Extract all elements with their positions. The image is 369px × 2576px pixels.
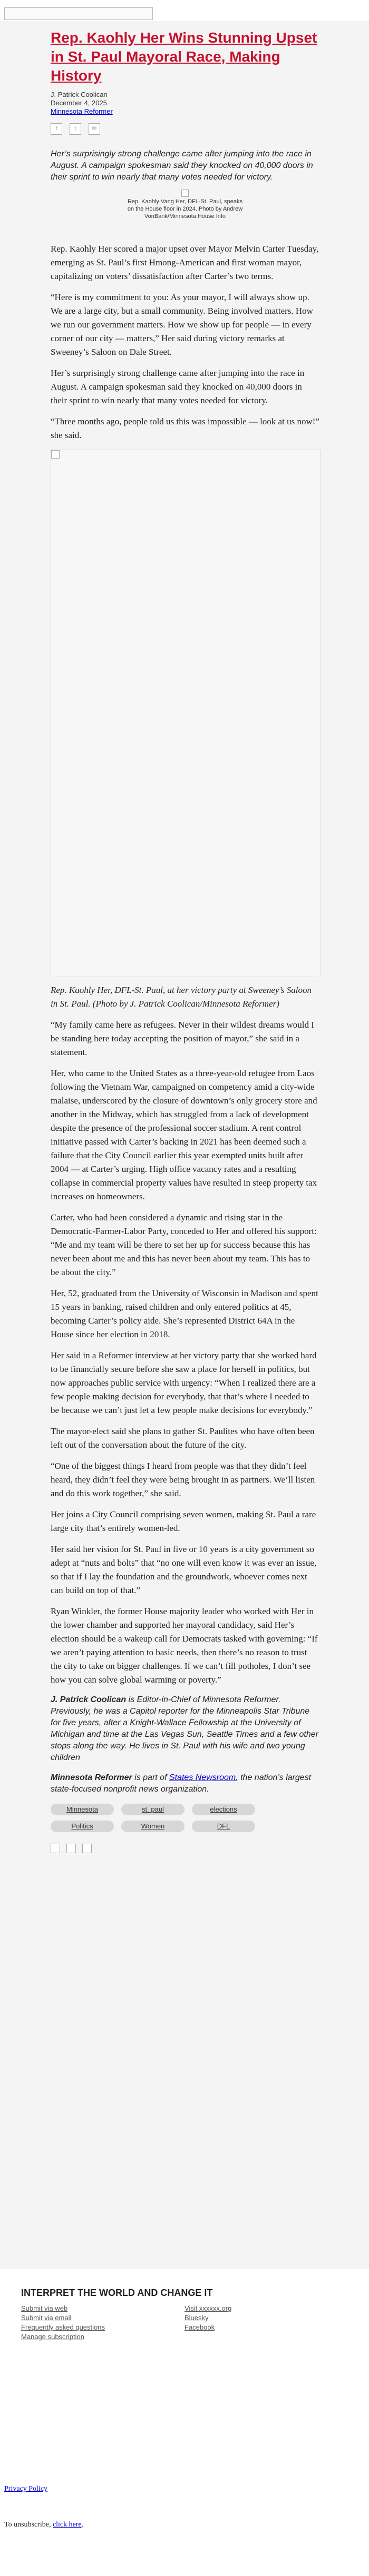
header-image	[4, 7, 153, 20]
states-newsroom-link[interactable]: States Newsroom	[169, 1773, 236, 1782]
tag-minnesota[interactable]: Minnesota	[51, 1804, 114, 1815]
facebook-link[interactable]: Facebook	[184, 2323, 215, 2331]
email-icon[interactable]	[82, 1844, 92, 1853]
submit-email-link[interactable]: Submit via email	[21, 2314, 72, 2322]
publish-date: December 4, 2025	[51, 99, 107, 107]
facebook-icon[interactable]	[51, 1844, 60, 1853]
paragraph: Ryan Winkler, the former House majority leader who worked with Her in the lower chamber and supported her mayoral candidacy, said Her’s election should be a wakeup call for Democrats tasked with governing: “If we aren’t paying attention to basic needs, then there’s no reason to trust the city to take on bigger challenges. If we can’t fill potholes, I don’t see how you can solve global warming or poverty.”	[51, 1606, 318, 1685]
publication-note	[51, 1772, 319, 1795]
visit-site-link[interactable]: Visit xxxxxx.org	[184, 2304, 232, 2312]
paragraph: Her joins a City Council comprising seven women, making St. Paul a rare large city that’s entirely women-led.	[51, 1509, 316, 1533]
privacy-row	[4, 2485, 47, 2493]
footer-share-icons	[51, 1844, 319, 1853]
lead-image	[181, 190, 189, 197]
paragraph: Her’s surprisingly strong challenge came after jumping into the race in August. A campaign spokesman said they knocked on 40,000 doors in their sprint to win nearly that many votes needed for victory.	[51, 368, 305, 405]
article-card	[0, 21, 369, 2269]
paragraph: Her said her vision for St. Paul in five or 10 years is a city government so adept at “nuts and bolts” that “no one will even know it was ever an issue, so that if I lay the foundation and the groundwork, whoever comes next can build on top of that.”	[51, 1544, 317, 1595]
author-bio-name: J. Patrick Coolican	[51, 1695, 127, 1704]
victory-photo	[51, 450, 321, 977]
bluesky-link[interactable]: Bluesky	[184, 2314, 209, 2322]
twitter-icon[interactable]: t	[70, 123, 81, 135]
image-placeholder-icon	[51, 450, 60, 459]
article-title[interactable]: Rep. Kaohly Her Wins Stunning Upset in St. Paul Mayoral Race, Making History	[51, 29, 317, 84]
paragraph: The mayor-elect said she plans to gather St. Paulites who have often been left out of the conversation about the future of the city.	[51, 1426, 315, 1450]
pub-note-mid: is part of	[132, 1773, 169, 1782]
article-deck: Her’s surprisingly strong challenge came after jumping into the race in August. A campaign spokesman said they knocked on 40,000 doors in their sprint to win nearly that many votes needed for victory.	[51, 150, 313, 182]
paragraph: Carter, who had been considered a dynamic and rising star in the Democratic-Farmer-Labor Party, conceded to Her and offered his support: “Me and my team will be there to set her up for success because this has never been about me and this has never been about my team. This has to be about the city.”	[51, 1212, 317, 1277]
footer-right-links	[184, 2304, 348, 2342]
pub-note-name: Minnesota Reformer	[51, 1773, 132, 1782]
paragraph: “Here is my commitment to you: As your mayor, I will always show up. We are a large city, but a small community. Being involved matters. How we run our government matters. How we show up for people — in every corner of our city — matters,” Her said during victory remarks at Sweeney’s Saloon on Dale Street.	[51, 292, 313, 357]
author-bio	[51, 1694, 319, 1764]
paragraph: Her, who came to the United States as a three-year-old refugee from Laos following the Vietnam War, campaigned on competency amid a city-wide malaise, underscored by the closure of downtown’s only grocery store and another in the Midway, which has struggled from a lack of development despite the presence of the professional soccer stadium. A rent control initiative passed with Carter’s backing in 2021 has been deemed such a failure that the City Council earlier this year exempted units built after 2004 — at Carter’s urging. High office vacancy rates and a resulting collapse in commercial property values have resulted in steep property tax increases on homeowners.	[51, 1068, 317, 1201]
unsubscribe-suffix: .	[81, 2521, 84, 2529]
email-icon[interactable]: ✉	[89, 123, 100, 135]
share-icons	[51, 123, 319, 135]
paragraph: “One of the biggest things I heard from people was that they didn’t feel heard, they didn’t feel they were being brought in as partners. We’ll listen and do this work together,” she said.	[51, 1461, 315, 1498]
article-content	[51, 21, 319, 1853]
pub-note-end: , the nation’s largest state-focused nonprofit news organization.	[51, 1773, 312, 1794]
paragraphs-group-2	[51, 1018, 319, 1687]
paragraph: Rep. Kaohly Her scored a major upset over Mayor Melvin Carter Tuesday, emerging as St. Paul’s first Hmong-American and first woman mayor, capitalizing on voters’ dissatisfaction after Carter’s two terms.	[51, 244, 319, 281]
lead-caption: Rep. Kaohly Vang Her, DFL-St. Paul, speaks on the House floor in 2024. Photo by Andrew VonBank/Minnesota House Info	[127, 198, 243, 220]
footer-columns	[21, 2304, 348, 2342]
unsubscribe-row	[4, 2521, 83, 2529]
tag-dfl[interactable]: DFL	[192, 1821, 255, 1832]
paragraph: “Three months ago, people told us this was impossible — look at us now!” she said.	[51, 416, 319, 440]
paragraph: “My family came here as refugees. Never in their wildest dreams would I be standing here today accepting the position of mayor,” she said in a statement.	[51, 1020, 314, 1057]
manage-subscription-link[interactable]: Manage subscription	[21, 2333, 84, 2341]
lead-figure	[51, 190, 319, 220]
article-body	[51, 242, 319, 1853]
paragraphs-group-1	[51, 242, 319, 442]
privacy-policy-link[interactable]: Privacy Policy	[4, 2485, 48, 2493]
newsletter-footer	[21, 2287, 348, 2342]
publication-link[interactable]: Minnesota Reformer	[51, 107, 113, 115]
submit-web-link[interactable]: Submit via web	[21, 2304, 68, 2312]
footer-left-links	[21, 2304, 184, 2342]
facebook-icon[interactable]: f	[51, 123, 62, 135]
unsubscribe-link[interactable]: click here	[52, 2521, 82, 2529]
tag-list	[51, 1804, 319, 1832]
twitter-icon[interactable]	[66, 1844, 76, 1853]
faq-link[interactable]: Frequently asked questions	[21, 2323, 105, 2331]
tag-st-paul[interactable]: st. paul	[121, 1804, 184, 1815]
paragraph: Her, 52, graduated from the University of Wisconsin in Madison and spent 15 years in banking, raised children and only entered politics at 45, becoming Carter’s policy aide. She’s represented District 64A in the House since her election in 2018.	[51, 1288, 318, 1339]
tag-women[interactable]: Women	[121, 1821, 184, 1832]
photo-caption: Rep. Kaohly Her, DFL-St. Paul, at her victory party at Sweeney’s Saloon in St. Paul. (Photo by J. Patrick Coolican/Minnesota Reformer)	[51, 985, 312, 1009]
byline	[51, 91, 319, 116]
author-name: J. Patrick Coolican	[51, 91, 108, 98]
footer-heading: INTERPRET THE WORLD AND CHANGE IT	[21, 2287, 213, 2298]
tag-politics[interactable]: Politics	[51, 1821, 114, 1832]
paragraph: Her said in a Reformer interview at her victory party that she worked hard to be financially secure before she saw a place for herself in politics, but now approaches public service with urgency: “When I realized there are a few people making decision for everybody, that that’s where I needed to be because we can’t just let a few people make decisions for everybody.”	[51, 1350, 317, 1415]
tag-elections[interactable]: elections	[192, 1804, 255, 1815]
author-bio-text: is Editor-in-Chief of Minnesota Reformer. Previously, he was a Capitol reporter for the Minneapolis Star Tribune for five years, after a Knight-Wallace Fellowship at the University of Michigan and time at the Las Vegas Sun, Seattle Times and a few other stops along the way. He lives in St. Paul with his wife and two young children	[51, 1695, 318, 1762]
unsubscribe-prefix: To unsubscribe,	[4, 2521, 53, 2529]
